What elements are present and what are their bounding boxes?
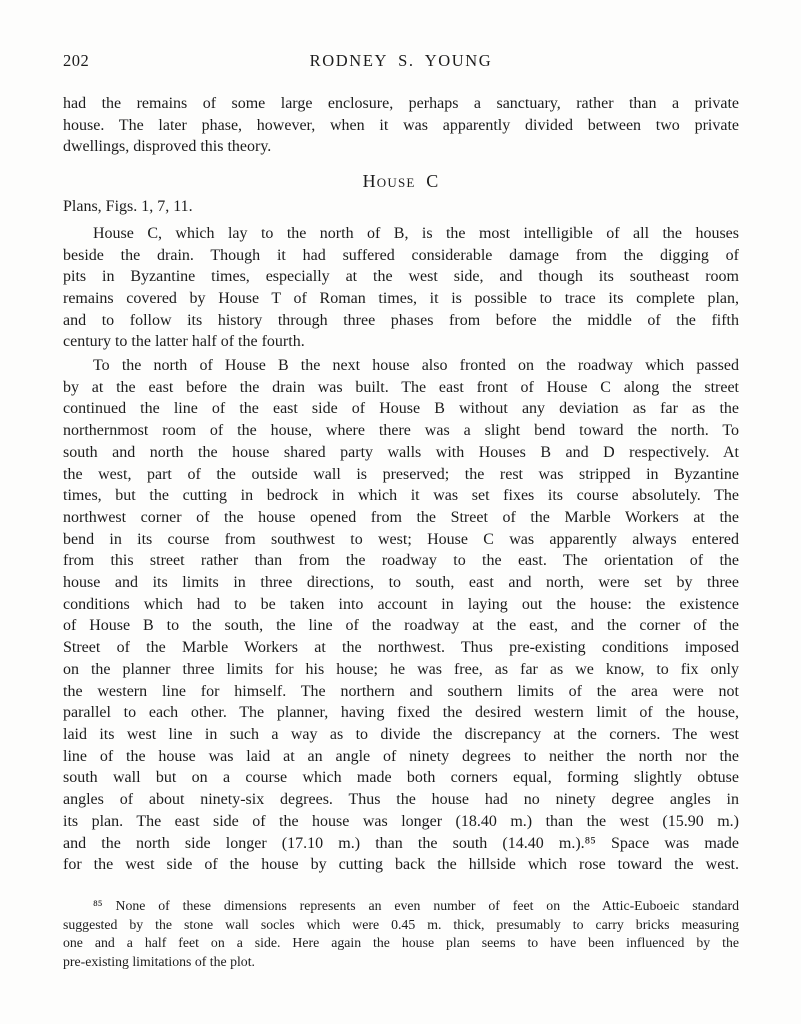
text-line: pre-existing limitations of the plot.	[63, 954, 255, 970]
text-column	[63, 50, 739, 972]
paragraph-house-c-layout	[63, 355, 739, 876]
text-line: ⁸⁵ None of these dimensions represents an even number of feet on the Attic-Euboeic standard	[93, 897, 739, 913]
text-line: angles of about ninety-six degrees. Thus the house had no ninety degree angles in	[63, 791, 739, 809]
text-line: Plans, Figs. 1, 7, 11.	[63, 198, 193, 216]
text-line: northwest corner of the house opened from the Street of the Marble Workers at the	[63, 508, 739, 526]
page-number: 202	[63, 51, 90, 70]
text-line: suggested by the stone wall socles which were 0.45 m. thick, presumably to carry bricks measuring	[63, 916, 739, 932]
text-line: times, but the cutting in bedrock in which it was set fixes its course absolutely. The	[63, 487, 739, 505]
text-line: pits in Byzantine times, especially at the west side, and though its southeast room	[63, 268, 739, 286]
text-line: for the west side of the house by cutting back the hillside which rose toward the west.	[63, 856, 739, 874]
text-line: by at the east before the drain was built. The east front of House C along the street	[63, 378, 739, 396]
text-line: its plan. The east side of the house was longer (18.40 m.) than the west (15.90 m.)	[63, 812, 739, 830]
page-body-text	[63, 93, 739, 972]
text-line: northernmost room of the house, where there was a slight bend toward the north. To	[63, 422, 739, 440]
running-header: RODNEY S. YOUNG	[309, 51, 493, 70]
plans-reference-line	[63, 196, 739, 218]
text-line: Street of the Marble Workers at the northwest. Thus pre-existing conditions imposed	[63, 639, 739, 657]
text-line: had the remains of some large enclosure, perhaps a sanctuary, rather than a private	[63, 95, 739, 112]
text-line: house and its limits in three directions, to south, east and north, were set by three	[63, 574, 739, 592]
text-line: To the north of House B the next house also fronted on the roadway which passed	[93, 357, 739, 375]
text-line: south and north the house shared party walls with Houses B and D respectively. At	[63, 443, 739, 461]
text-line: laid its west line in such a way as to divide the discrepancy at the corners. The west	[63, 725, 739, 743]
text-line: one and a half feet on a side. Here again the house plan seems to have been influenced by the	[63, 935, 739, 951]
text-line: House C, which lay to the north of B, is the most intelligible of all the houses	[93, 224, 739, 242]
text-line: conditions which had to be taken into account in laying out the house: the existence	[63, 595, 739, 613]
text-line: of House B to the south, the line of the roadway at the east, and the corner of the	[63, 617, 739, 635]
text-line: parallel to each other. The planner, having fixed the desired western limit of the house,	[63, 704, 739, 722]
text-line: beside the drain. Though it had suffered considerable damage from the digging of	[63, 246, 739, 264]
section-heading-house-c: House C	[362, 171, 440, 192]
text-line: remains covered by House T of Roman times, it is possible to trace its complete plan,	[63, 289, 739, 307]
page-header	[63, 50, 739, 71]
text-line: south wall but on a course which made both corners equal, forming slightly obtuse	[63, 769, 739, 787]
text-line: and to follow its history through three phases from before the middle of the fifth	[63, 311, 739, 329]
footnote-85	[63, 897, 739, 972]
text-line: on the planner three limits for his house; he was free, as far as we know, to fix only	[63, 660, 739, 678]
text-line: dwellings, disproved this theory.	[63, 138, 272, 156]
text-line: line of the house was laid at an angle of ninety degrees to neither the north nor the	[63, 747, 739, 765]
text-line: the west, part of the outside wall is preserved; the rest was stripped in Byzantine	[63, 465, 739, 483]
paragraph-continuation	[63, 93, 739, 158]
text-line: continued the line of the east side of House B without any deviation as far as the	[63, 400, 739, 418]
text-line: bend in its course from southwest to west; House C was apparently always entered	[63, 530, 739, 548]
text-line: house. The later phase, however, when it was apparently divided between two private	[63, 116, 739, 134]
text-line: from this street rather than from the roadway to the east. The orientation of the	[63, 552, 739, 570]
paragraph-house-c-intro	[63, 223, 739, 353]
text-line: century to the latter half of the fourth.	[63, 333, 305, 351]
text-line: the western line for himself. The northern and southern limits of the area were not	[63, 682, 739, 700]
text-line: and the north side longer (17.10 m.) than the south (14.40 m.).⁸⁵ Space was made	[63, 834, 739, 852]
